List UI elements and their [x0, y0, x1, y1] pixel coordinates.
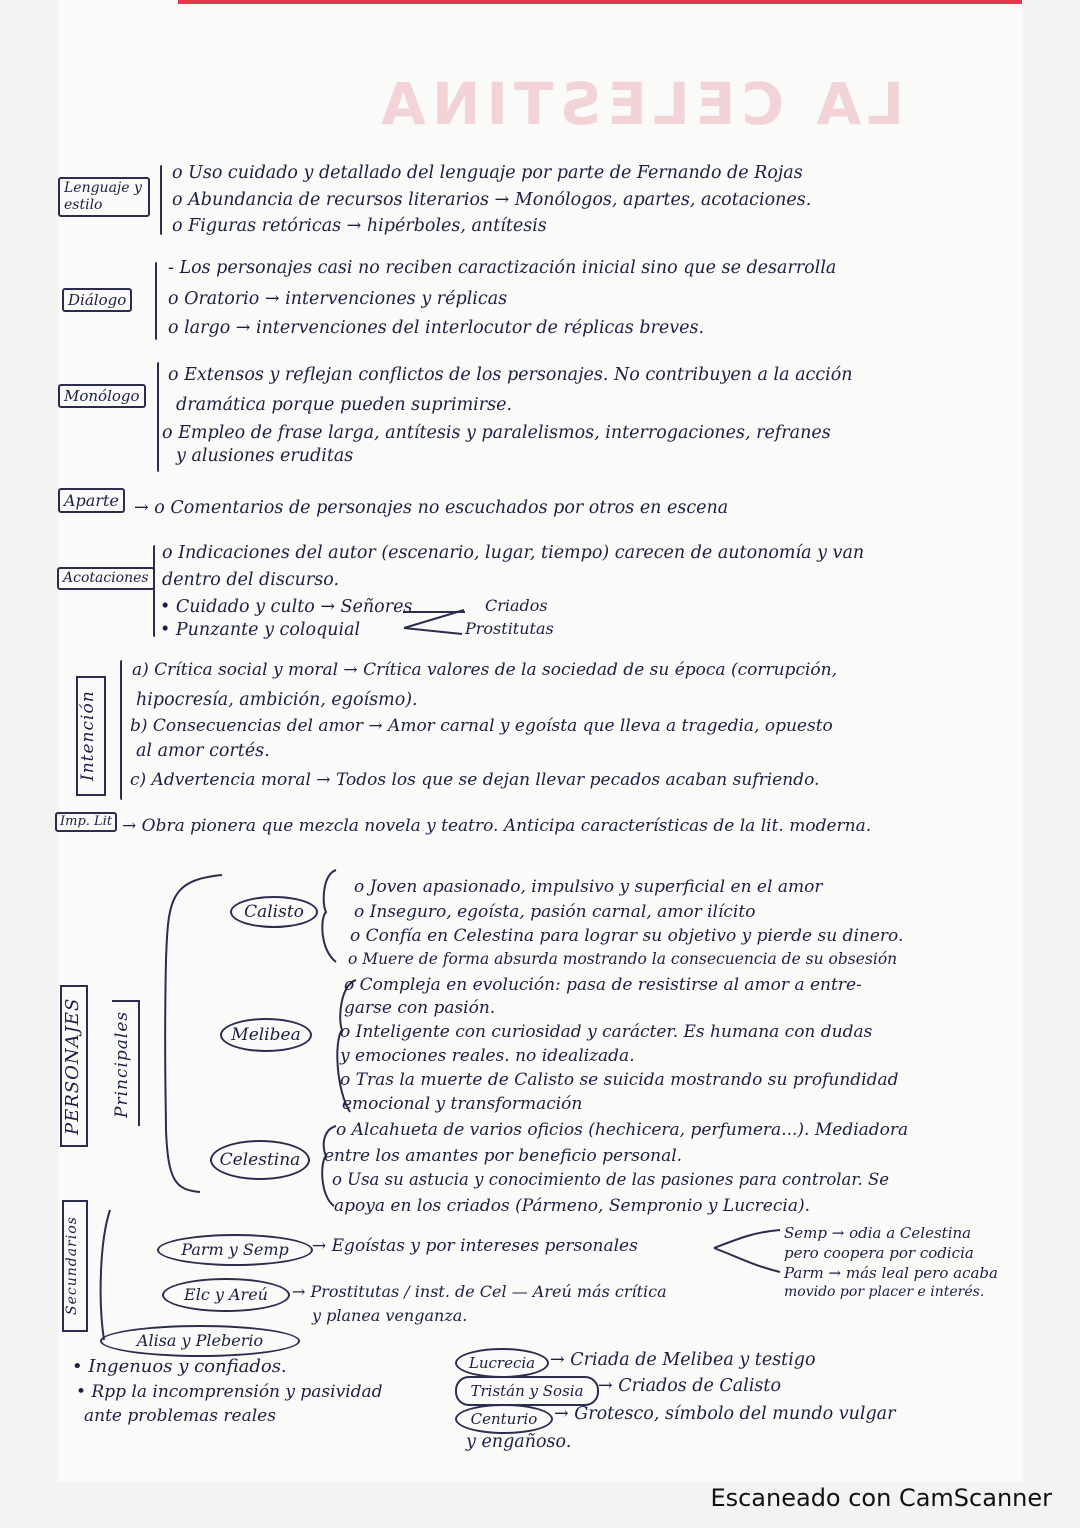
- tristan-sosia-text: → Criados de Calisto: [598, 1376, 781, 1396]
- semp-text: Semp → odia a Celestina: [784, 1224, 972, 1242]
- monologo-item-2: dramática porque pueden suprimirse.: [176, 395, 513, 415]
- importancia-text: → Obra pionera que mezcla novela y teatro. Anticipa características de la lit. moderna.: [122, 816, 872, 836]
- acotaciones-item-2: dentro del discurso.: [162, 570, 340, 590]
- elicia-areusa-text-2: y planea venganza.: [312, 1306, 468, 1325]
- oval-parm-semp: Parm y Semp: [157, 1234, 313, 1266]
- acotaciones-register-1: • Cuidado y culto → Señores: [160, 597, 413, 617]
- label-aparte: Aparte: [58, 488, 125, 513]
- calisto-item-3: o Confía en Celestina para lograr su objetivo y pierde su dinero.: [350, 926, 904, 946]
- aparte-text: → o Comentarios de personajes no escuchados por otros en escena: [134, 498, 729, 518]
- page-title: LA CELESTINA: [375, 70, 905, 138]
- lenguaje-item-1: o Uso cuidado y detallado del lenguaje por parte de Fernando de Rojas: [172, 163, 803, 183]
- calisto-item-1: o Joven apasionado, impulsivo y superficial en el amor: [354, 877, 823, 897]
- alisa-pleberio-item-1: • Ingenuos y confiados.: [72, 1356, 287, 1377]
- label-lenguaje: Lenguaje y estilo: [58, 177, 150, 217]
- lenguaje-item-3: o Figuras retóricas → hipérboles, antítesis: [172, 216, 547, 236]
- dialogo-item-3: o largo → intervenciones del interlocutor de réplicas breves.: [168, 318, 705, 338]
- parm-text: Parm → más leal pero acaba: [784, 1264, 998, 1282]
- celestina-item-1: o Alcahueta de varios oficios (hechicera, perfumera...). Mediadora: [336, 1120, 909, 1140]
- melibea-item-2: garse con pasión.: [344, 998, 496, 1018]
- melibea-item-3: o Inteligente con curiosidad y carácter. Es humana con dudas: [340, 1022, 873, 1042]
- intencion-item-4: al amor cortés.: [136, 741, 270, 761]
- celestina-item-4: apoya en los criados (Pármeno, Sempronio y Lucrecia).: [334, 1196, 810, 1216]
- celestina-item-3: o Usa su astucia y conocimiento de las pasiones para controlar. Se: [332, 1170, 890, 1189]
- label-personajes: PERSONAJES: [60, 985, 88, 1147]
- calisto-item-2: o Inseguro, egoísta, pasión carnal, amor ilícito: [354, 902, 756, 922]
- melibea-item-4: y emociones reales. no idealizada.: [340, 1046, 635, 1066]
- label-acotaciones: Acotaciones: [57, 567, 155, 590]
- centurio-text: → Grotesco, símbolo del mundo vulgar: [554, 1404, 896, 1424]
- lenguaje-item-2: o Abundancia de recursos literarios → Monólogos, apartes, acotaciones.: [172, 190, 812, 210]
- calisto-item-4: o Muere de forma absurda mostrando la consecuencia de su obsesión: [348, 950, 898, 968]
- melibea-item-1: o Compleja en evolución: pasa de resistirse al amor a entre-: [344, 975, 862, 995]
- oval-melibea: Melibea: [220, 1018, 312, 1052]
- label-importancia: Imp. Lit: [55, 812, 117, 832]
- lucrecia-text: → Criada de Melibea y testigo: [550, 1350, 816, 1370]
- acotaciones-register-2: • Punzante y coloquial: [160, 620, 361, 640]
- oval-centurio: Centurio: [455, 1404, 553, 1434]
- elicia-areusa-text: → Prostitutas / inst. de Cel — Areú más crítica: [292, 1282, 667, 1301]
- intencion-item-5: c) Advertencia moral → Todos los que se dejan llevar pecados acaban sufriendo.: [130, 770, 820, 790]
- intencion-item-1: a) Crítica social y moral → Crítica valores de la sociedad de su época (corrupción,: [132, 660, 837, 680]
- label-dialogo: Diálogo: [62, 288, 132, 312]
- alisa-pleberio-item-2: • Rpp la incomprensión y pasividad: [76, 1382, 383, 1402]
- oval-celestina: Celestina: [210, 1140, 310, 1180]
- scanner-watermark: Escaneado con CamScanner: [710, 1484, 1052, 1512]
- alisa-pleberio-item-3: ante problemas reales: [84, 1406, 276, 1426]
- label-principales: Principales: [112, 1000, 140, 1126]
- intencion-item-2: hipocresía, ambición, egoísmo).: [136, 690, 418, 710]
- celestina-item-2: entre los amantes por beneficio personal.: [324, 1146, 683, 1166]
- monologo-item-1: o Extensos y reflejan conflictos de los personajes. No contribuyen a la acción: [168, 365, 853, 385]
- melibea-item-6: emocional y transformación: [342, 1094, 583, 1114]
- acotaciones-prostitutas: Prostitutas: [465, 619, 554, 638]
- parm-semp-text: → Egoístas y por intereses personales: [312, 1236, 638, 1256]
- oval-calisto: Calisto: [230, 896, 318, 928]
- oval-alisa-pleberio: Alisa y Pleberio: [100, 1325, 300, 1357]
- dialogo-item-1: - Los personajes casi no reciben caractización inicial sino que se desarrolla: [168, 258, 837, 278]
- semp-text-2: pero coopera por codicia: [784, 1244, 974, 1262]
- centurio-text-2: y engañoso.: [466, 1432, 572, 1452]
- monologo-item-3: o Empleo de frase larga, antítesis y paralelismos, interrogaciones, refranes: [162, 423, 831, 443]
- parm-text-2: movido por placer e interés.: [784, 1284, 985, 1300]
- oval-elicia-areusa: Elc y Areú: [162, 1278, 290, 1312]
- label-intencion: Intención: [76, 676, 106, 796]
- label-monologo: Monólogo: [58, 384, 146, 408]
- melibea-item-5: o Tras la muerte de Calisto se suicida mostrando su profundidad: [340, 1070, 899, 1090]
- oval-tristan-sosia: Tristán y Sosia: [455, 1376, 599, 1406]
- label-secundarios: Secundarios: [62, 1200, 88, 1332]
- acotaciones-criados: Criados: [485, 596, 548, 615]
- acotaciones-item-1: o Indicaciones del autor (escenario, lugar, tiempo) carecen de autonomía y van: [162, 543, 865, 563]
- monologo-item-4: y alusiones eruditas: [176, 446, 354, 466]
- dialogo-item-2: o Oratorio → intervenciones y réplicas: [168, 289, 508, 309]
- oval-lucrecia: Lucrecia: [455, 1348, 549, 1378]
- intencion-item-3: b) Consecuencias del amor → Amor carnal y egoísta que lleva a tragedia, opuesto: [130, 716, 833, 736]
